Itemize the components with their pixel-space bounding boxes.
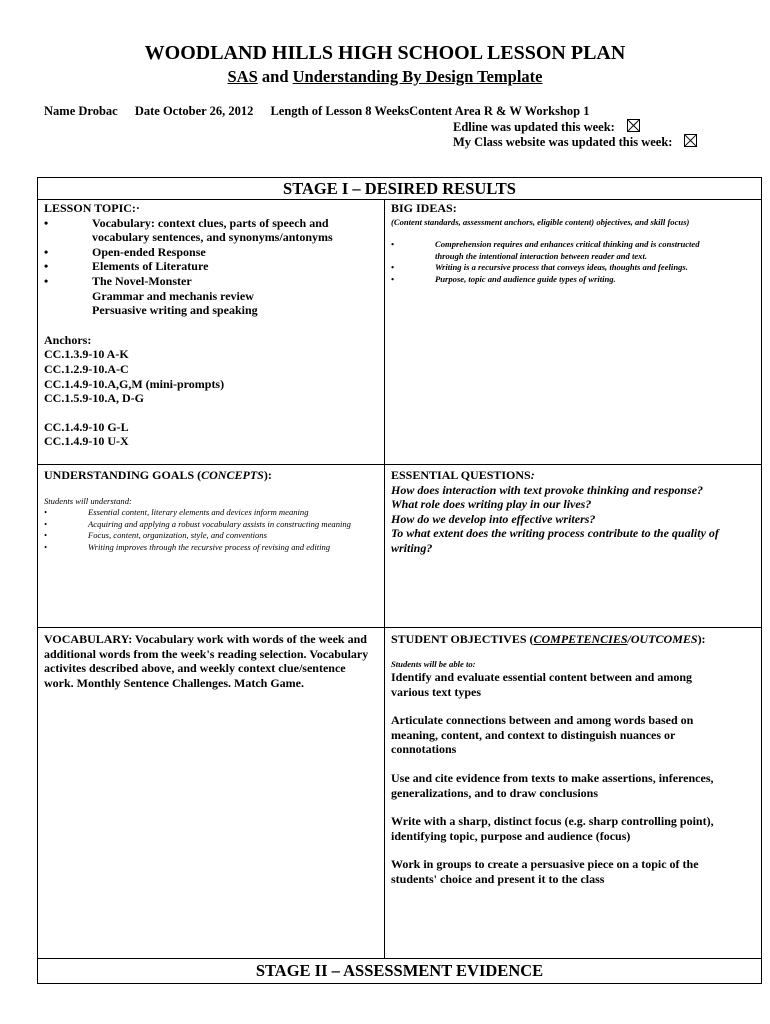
objective-item: Work in groups to create a persuasive piece on a topic of the students' choice and present it to the class	[391, 857, 699, 887]
anchor-item: CC.1.4.9-10 G-L	[44, 419, 129, 434]
big-ideas-heading: BIG IDEAS:	[391, 201, 457, 215]
list-item: • Vocabulary: context clues, parts of speech and vocabulary sentences, and synonyms/antonyms	[44, 215, 333, 245]
lesson-length: Length of Lesson 8 WeeksContent Area R & W Workshop 1	[270, 104, 590, 118]
row2-bottom-border	[37, 627, 762, 628]
essential-questions-cell	[391, 468, 731, 556]
bullet-icon: •	[44, 507, 48, 518]
lesson-topic-extra: Persuasive writing and speaking	[92, 303, 258, 318]
understanding-intro: Students will understand:	[44, 495, 132, 506]
table-right-border	[761, 177, 762, 984]
subtitle-and: and	[261, 67, 289, 86]
anchor-item: CC.1.2.9-10.A-C	[44, 361, 129, 376]
list-item: • Comprehension requires and enhances critical thinking and is constructed through the intentional interaction between reader and text.	[391, 239, 700, 261]
edline-checkbox[interactable]	[627, 119, 640, 132]
edline-label: Edline was updated this week:	[453, 120, 615, 134]
bullet-icon: •	[44, 530, 48, 541]
myclass-label: My Class website was updated this week:	[453, 135, 673, 149]
student-objectives-cell	[391, 632, 727, 887]
edline-row	[453, 119, 640, 135]
anchor-item: CC.1.4.9-10 U-X	[44, 434, 129, 449]
list-item: • Elements of Literature	[44, 259, 209, 274]
anchor-item: CC.1.5.9-10.A, D-G	[44, 391, 144, 406]
objective-item: Write with a sharp, distinct focus (e.g. sharp controlling point), identifying topic, purpose and audience (focus)	[391, 814, 714, 843]
anchor-item: CC.1.4.9-10.A,G,M (mini-prompts)	[44, 376, 225, 391]
objectives-heading: STUDENT OBJECTIVES (COMPETENCIES/OUTCOMES):	[391, 632, 706, 646]
table-bottom-border	[37, 983, 762, 984]
bullet-icon: •	[44, 273, 49, 288]
anchors-heading: Anchors:	[44, 332, 92, 347]
bullet-icon: •	[391, 239, 395, 250]
lesson-topic-extra: Grammar and mechanis review	[92, 288, 254, 303]
table-top-border	[37, 177, 762, 178]
big-ideas-note: (Content standards, assessment anchors, eligible content) objectives, and skill focus)	[391, 216, 690, 227]
stage1-header-border	[37, 199, 762, 200]
subtitle-sas: SAS	[227, 67, 258, 86]
objective-item: Articulate connections between and among words based on meaning, content, and context to distinguish nuances or connotations	[391, 713, 694, 757]
list-item: • Essential content, literary elements and devices inform meaning	[44, 507, 309, 518]
objective-item: Use and cite evidence from texts to make assertions, inferences, generalizations, and to draw conclusions	[391, 771, 714, 800]
stage1-title: STAGE I – DESIRED RESULTS	[283, 179, 516, 198]
list-item: • Open-ended Response	[44, 244, 206, 259]
essential-question: How does interaction with text provoke thinking and response?	[391, 482, 704, 497]
page-subtitle	[0, 67, 770, 87]
subtitle-ubd: Understanding By Design Template	[292, 67, 543, 86]
bullet-icon: •	[44, 259, 49, 274]
list-item: • Writing is a recursive process that conveys ideas, thoughts and feelings.	[391, 262, 688, 273]
anchor-item: CC.1.3.9-10 A-K	[44, 347, 129, 362]
bullet-icon: •	[44, 244, 49, 259]
essential-heading: ESSENTIAL QUESTIONS:	[391, 468, 535, 482]
bullet-icon: •	[391, 273, 395, 284]
list-item: • Acquiring and applying a robust vocabulary assists in constructing meaning	[44, 518, 351, 529]
teacher-name: Name Drobac	[44, 104, 118, 118]
myclass-checkbox[interactable]	[684, 134, 697, 147]
lesson-date: Date October 26, 2012	[134, 104, 254, 118]
table-left-border	[37, 177, 38, 984]
list-item: • Purpose, topic and audience guide types of writing.	[391, 273, 616, 284]
table-middle-border	[384, 199, 385, 959]
essential-question: How do we develop into effective writers?	[391, 511, 596, 526]
bullet-icon: •	[44, 518, 48, 529]
lesson-topic-heading: LESSON TOPIC:·	[44, 201, 140, 215]
lesson-topic-cell	[44, 201, 378, 449]
list-item: • Writing improves through the recursive process of revising and editing	[44, 541, 331, 552]
stage2-title: STAGE II – ASSESSMENT EVIDENCE	[255, 961, 544, 980]
row3-bottom-border	[37, 958, 762, 959]
vocabulary-cell: VOCABULARY: Vocabulary work with words of the week and additional words from the week's reading selection. Vocabulary activites described above, and weekly context clue/sentence work. Monthly Sentence Challenges. Match Game.	[44, 632, 369, 690]
understanding-goals-cell	[44, 468, 380, 553]
page-title: WOODLAND HILLS HIGH SCHOOL LESSON PLAN	[144, 42, 626, 64]
big-ideas-cell	[391, 201, 721, 285]
bullet-icon: •	[44, 541, 48, 552]
essential-question: To what extent does the writing process contribute to the quality of writing?	[391, 526, 719, 555]
list-item: • The Novel-Monster	[44, 273, 192, 288]
bullet-icon: •	[44, 215, 49, 230]
objectives-intro: Students will be able to:	[391, 658, 476, 669]
list-item: • Focus, content, organization, style, and conventions	[44, 530, 267, 541]
bullet-icon: •	[391, 262, 395, 273]
row1-bottom-border	[37, 464, 762, 465]
lesson-info-line	[44, 104, 604, 119]
essential-question: What role does writing play in our lives?	[391, 497, 592, 512]
objective-item: Identify and evaluate essential content between and among various text types	[391, 670, 693, 699]
myclass-row	[453, 134, 697, 150]
understanding-heading: UNDERSTANDING GOALS (CONCEPTS):	[44, 468, 272, 482]
